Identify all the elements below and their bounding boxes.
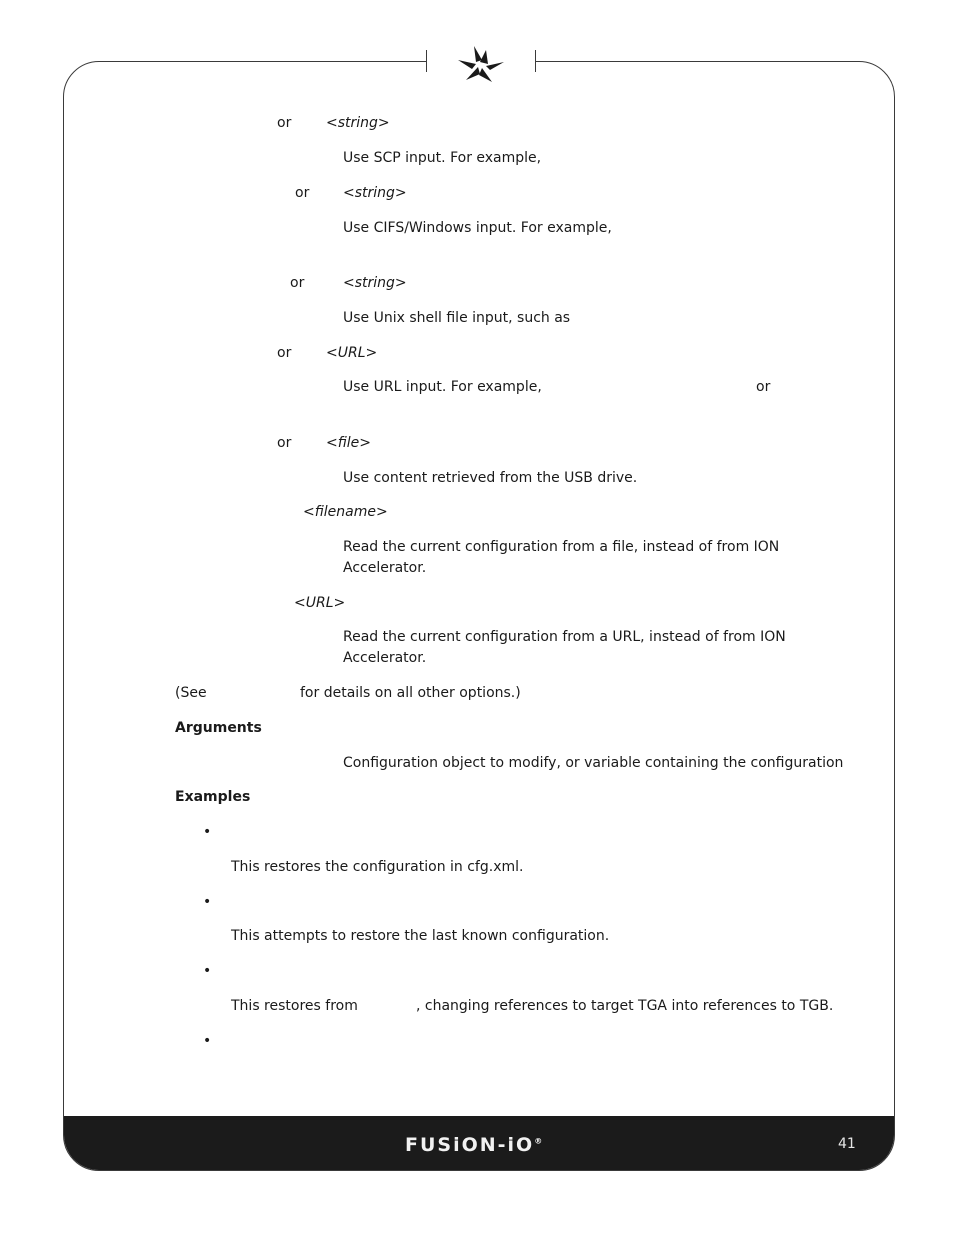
option-desc-url-or: or (756, 379, 771, 395)
example-desc: This restores the configuration in cfg.xml. (231, 859, 524, 875)
arguments-heading: Arguments (175, 720, 262, 736)
option-desc-scp: Use SCP input. For example, (343, 150, 542, 166)
filename-desc-line1: Read the current configuration from a file, instead of from ION (343, 539, 780, 555)
or-label: or (277, 345, 292, 361)
param-url: <URL> (326, 345, 378, 361)
bullet: • (203, 824, 212, 840)
bullet: • (203, 963, 212, 979)
or-label: or (290, 275, 305, 291)
arguments-desc: Configuration object to modify, or variable containing the configuration (343, 755, 844, 771)
param-string: <string> (343, 185, 407, 201)
url-desc-line2: Accelerator. (343, 650, 427, 666)
see-note-prefix: (See (175, 685, 207, 701)
option-desc-usb: Use content retrieved from the USB drive. (343, 470, 638, 486)
registered-mark: ® (534, 1136, 543, 1146)
example-desc-tail: , changing references to target TGA into references to TGB. (416, 998, 834, 1014)
see-note-suffix: for details on all other options.) (300, 685, 521, 701)
option-desc-cifs: Use CIFS/Windows input. For example, (343, 220, 612, 236)
filename-desc-line2: Accelerator. (343, 560, 427, 576)
header-notch-tick-right (535, 50, 536, 72)
footer-brand-text: FUSiON-iO (405, 1134, 535, 1156)
or-label: or (295, 185, 310, 201)
option-desc-unix: Use Unix shell file input, such as (343, 310, 571, 326)
example-desc: This attempts to restore the last known configuration. (231, 928, 610, 944)
footer-brand (405, 1134, 542, 1156)
param-string: <string> (326, 115, 390, 131)
url-desc-line1: Read the current configuration from a URL, instead of from ION (343, 629, 786, 645)
bullet: • (203, 1033, 212, 1049)
or-label: or (277, 115, 292, 131)
bullet: • (203, 894, 212, 910)
page-number: 41 (838, 1136, 856, 1152)
param-file: <file> (326, 435, 372, 451)
examples-heading: Examples (175, 789, 251, 805)
param-url: <URL> (294, 595, 346, 611)
example-desc: This restores from (231, 998, 358, 1014)
option-desc-url: Use URL input. For example, (343, 379, 542, 395)
header-notch-tick-left (426, 50, 427, 72)
param-filename: <filename> (303, 504, 388, 520)
or-label: or (277, 435, 292, 451)
fusion-io-logo-icon (452, 42, 508, 86)
param-string: <string> (343, 275, 407, 291)
